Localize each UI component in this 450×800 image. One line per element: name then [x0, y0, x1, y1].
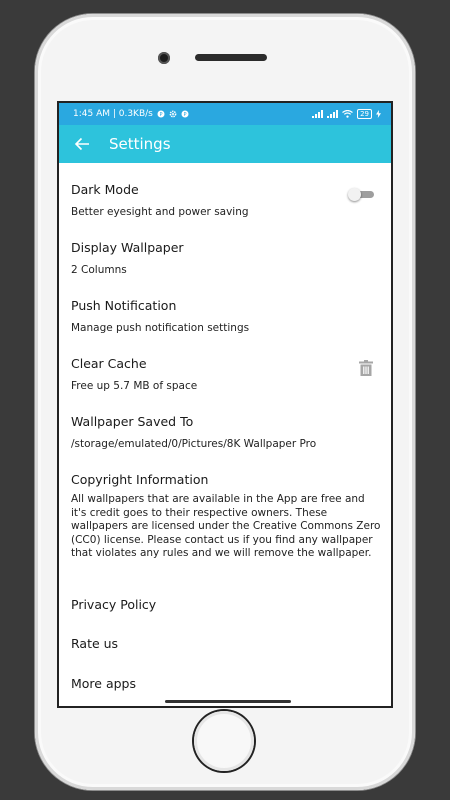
status-time-speed: 1:45 AM | 0.3KB/s: [73, 109, 153, 119]
setting-rate-us[interactable]: [71, 611, 391, 651]
toggle-thumb: [348, 188, 361, 201]
setting-subtitle: Free up 5.7 MB of space: [71, 380, 198, 392]
setting-privacy-policy[interactable]: [71, 571, 391, 611]
dark-mode-toggle[interactable]: [348, 188, 374, 200]
home-button[interactable]: [194, 711, 254, 771]
signal-icon: [312, 110, 323, 118]
setting-clear-cache[interactable]: [71, 337, 391, 395]
page-title: Settings: [109, 135, 171, 153]
setting-title: Rate us: [71, 636, 119, 651]
setting-subtitle: Manage push notification settings: [71, 322, 250, 334]
setting-title: Wallpaper Saved To: [71, 414, 194, 429]
front-camera: [158, 52, 170, 64]
copyright-text: All wallpapers that are available in the App are free and it's credit goes to their respective owners. These wallpapers are licensed under the Creative Commons Zero (CC0) license. Please contact us if you find any wallpaper that violates any rules and we will remove the wallpaper.: [71, 493, 381, 560]
charging-icon: [376, 110, 381, 118]
wifi-icon: [342, 110, 353, 118]
trash-icon[interactable]: [359, 360, 373, 376]
svg-text:P: P: [159, 112, 163, 118]
setting-subtitle: /storage/emulated/0/Pictures/8K Wallpaper Pro: [71, 438, 317, 450]
status-bar: [59, 103, 391, 125]
settings-list: [59, 163, 391, 691]
setting-title: Clear Cache: [71, 356, 147, 371]
app-notification-icon: [157, 110, 165, 118]
screen: [57, 101, 393, 708]
signal-4g-icon: [327, 110, 338, 118]
setting-wallpaper-saved-to[interactable]: [71, 395, 391, 453]
setting-copyright: [71, 453, 391, 571]
setting-more-apps[interactable]: [71, 651, 391, 691]
earpiece-speaker: [195, 54, 267, 61]
setting-subtitle: Better eyesight and power saving: [71, 206, 249, 218]
app-notification-icon: [181, 110, 189, 118]
gear-icon: [169, 110, 177, 118]
setting-title: Privacy Policy: [71, 597, 157, 612]
battery-icon: 29: [357, 109, 372, 119]
svg-text:P: P: [183, 112, 187, 118]
setting-dark-mode[interactable]: [71, 163, 391, 221]
app-bar: [59, 125, 391, 163]
setting-title: Push Notification: [71, 298, 177, 313]
setting-push-notification[interactable]: [71, 279, 391, 337]
phone-frame: [35, 14, 415, 790]
setting-display-wallpaper[interactable]: [71, 221, 391, 279]
gesture-bar: [165, 700, 291, 703]
setting-subtitle: 2 Columns: [71, 264, 127, 276]
setting-title: More apps: [71, 676, 137, 691]
setting-title: Display Wallpaper: [71, 240, 184, 255]
back-arrow-icon[interactable]: [73, 135, 91, 153]
setting-title: Dark Mode: [71, 182, 139, 197]
setting-title: Copyright Information: [71, 472, 209, 487]
